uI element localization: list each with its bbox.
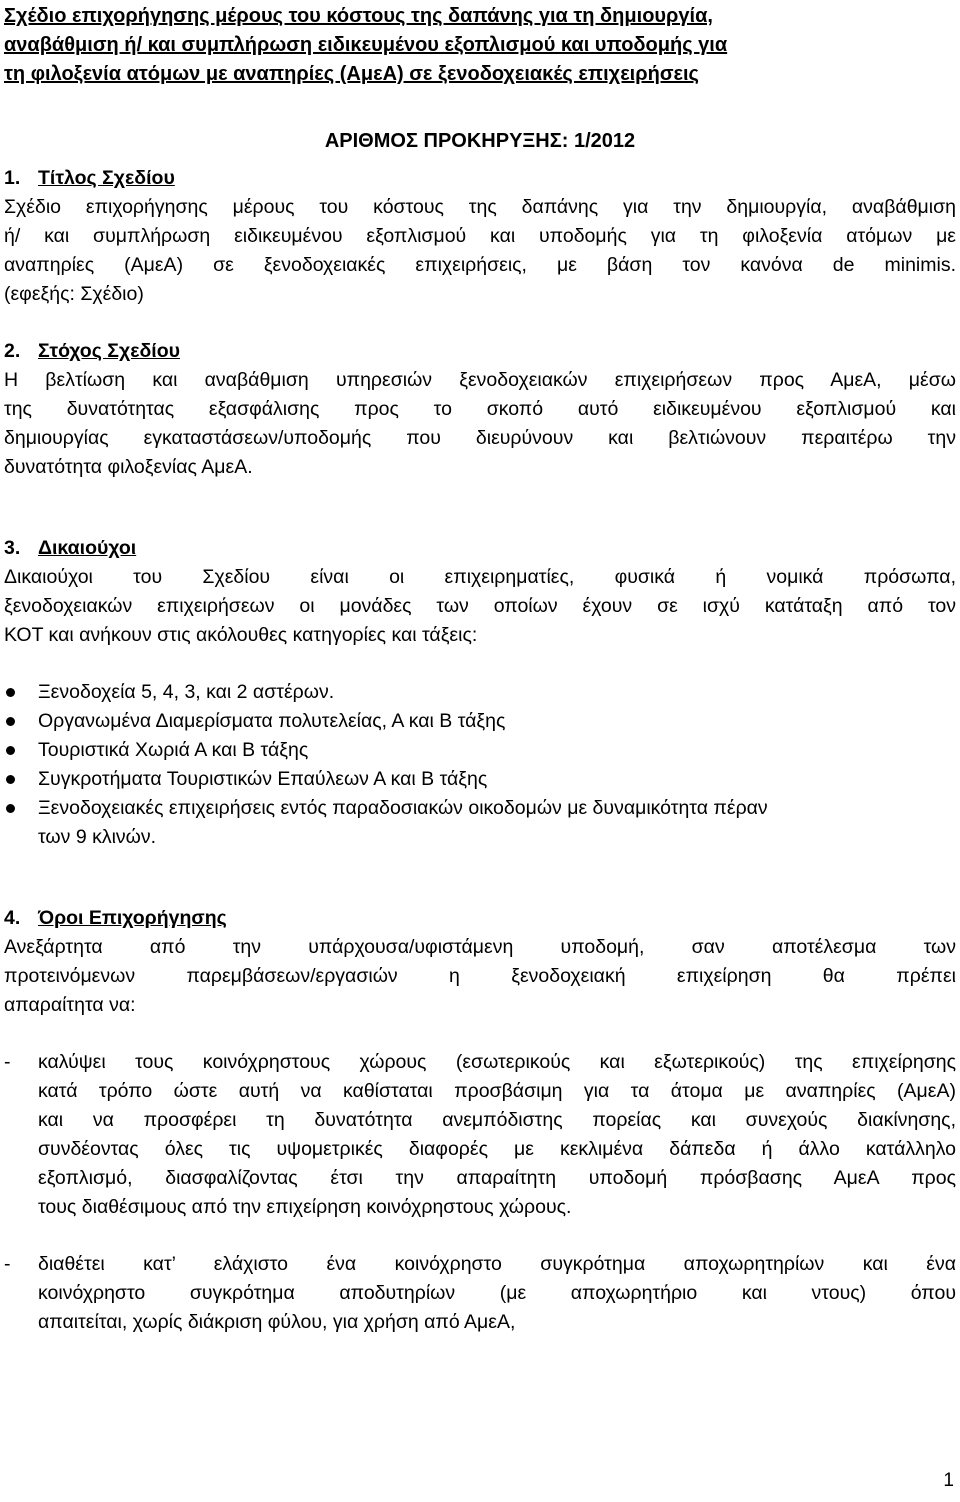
page-number: 1 xyxy=(943,1470,954,1491)
section-heading xyxy=(4,337,956,366)
section-number: 1. xyxy=(4,167,21,189)
paragraph-line: τους διαθέσιμους από την επιχείρηση κοινόχρηστους χώρους. xyxy=(38,1196,572,1218)
list-item: Ξενοδοχεία 5, 4, 3, και 2 αστέρων. xyxy=(4,678,956,707)
paragraph-line: απαραίτητα να: xyxy=(4,994,136,1016)
list-item: Τουριστικά Χωριά Α και Β τάξης xyxy=(4,736,956,765)
paragraph-line: διαθέτει κατ’ ελάχιστο ένα κοινόχρηστο συγκρότημα αποχωρητηρίων και ένα xyxy=(38,1253,956,1275)
section-paragraph xyxy=(4,193,956,309)
section-heading-label: Στόχος Σχεδίου xyxy=(38,340,180,362)
section-paragraph xyxy=(4,366,956,482)
paragraph-line: εξοπλισμό, διασφαλίζοντας έτσι την απαραίτητη υποδομή πρόσβασης ΑμεΑ προς xyxy=(38,1167,956,1189)
paragraph-line: Δικαιούχοι του Σχεδίου είναι οι επιχειρηματίες, φυσικά ή νομικά πρόσωπα, xyxy=(4,566,956,588)
paragraph-line: δυνατότητα φιλοξενίας ΑμεΑ. xyxy=(4,456,253,478)
section-number: 3. xyxy=(4,537,21,559)
bullet-icon xyxy=(6,804,15,813)
section-title xyxy=(4,164,956,309)
section-paragraph xyxy=(4,563,956,650)
paragraph-line: απαιτείται, χωρίς διάκριση φύλου, για χρήση από ΑμεΑ, xyxy=(38,1311,516,1333)
paragraph-line: της δυνατότητας εξασφάλισης προς το σκοπό αυτό ειδικευμένου εξοπλισμού και xyxy=(4,398,956,420)
section-heading xyxy=(4,164,956,193)
paragraph-line: ή/ και συμπλήρωση ειδικευμένου εξοπλισμού και υποδομής για τη φιλοξενία ατόμων με xyxy=(4,225,956,247)
section-number: 2. xyxy=(4,340,21,362)
paragraph-line: και να προσφέρει τη δυνατότητα ανεμπόδιστης πορείας και συνεχούς διακίνησης, xyxy=(38,1109,956,1131)
section-number: 4. xyxy=(4,907,21,929)
paragraph-line: Σχέδιο επιχορήγησης μέρους του κόστους της δαπάνης για την δημιουργία, αναβάθμιση xyxy=(4,196,956,218)
section-heading-label: Τίτλος Σχεδίου xyxy=(38,167,175,189)
paragraph-line: προτεινόμενων παρεμβάσεων/εργασιών η ξενοδοχειακή επιχείρηση θα πρέπει xyxy=(4,965,956,987)
section-heading xyxy=(4,904,956,933)
title-line: τη φιλοξενία ατόμων με αναπηρίες (ΑμεΑ) σε ξενοδοχειακές επιχειρήσεις xyxy=(4,63,699,85)
paragraph-line: κοινόχρηστο συγκρότημα αποδυτηρίων (με αποχωρητήριο και ντους) όπου xyxy=(38,1282,956,1304)
section-goal xyxy=(4,337,956,482)
list-item: Συγκροτήματα Τουριστικών Επαύλεων Α και Β τάξης xyxy=(4,765,956,794)
paragraph-line: συνδέοντας όλες τις υψομετρικές διαφορές με κεκλιμένα δάπεδα ή άλλο κατάλληλο xyxy=(38,1138,956,1160)
announcement-number: ΑΡΙΘΜΟΣ ΠΡΟΚΗΡΥΞΗΣ: 1/2012 xyxy=(324,130,636,152)
paragraph-line: Η βελτίωση και αναβάθμιση υπηρεσιών ξενοδοχειακών επιχειρήσεων προς ΑμεΑ, μέσω xyxy=(4,369,956,391)
bullet-icon xyxy=(6,717,15,726)
document-page xyxy=(4,0,956,1337)
bullet-icon xyxy=(6,688,15,697)
list-item: Οργανωμένα Διαμερίσματα πολυτελείας, Α και Β τάξης xyxy=(4,707,956,736)
section-beneficiaries xyxy=(4,534,956,852)
section-heading-label: Δικαιούχοι xyxy=(38,537,137,559)
list-item: Ξενοδοχειακές επιχειρήσεις εντός παραδοσιακών οικοδομών με δυναμικότητα πέραν των 9 κλινών. xyxy=(4,794,956,852)
section-heading-label: Όροι Επιχορήγησης xyxy=(38,907,227,929)
document-title xyxy=(4,2,956,89)
paragraph-line: Ανεξάρτητα από την υπάρχουσα/υφιστάμενη υποδομή, σαν αποτέλεσμα των xyxy=(4,936,956,958)
paragraph-line: αναπηρίες (ΑμεΑ) σε ξενοδοχειακές επιχειρήσεις, με βάση τον κανόνα de minimis. xyxy=(4,254,956,276)
dash-marker: - xyxy=(4,1051,11,1073)
paragraph-line: κατά τρόπο ώστε αυτή να καθίσταται προσβάσιμη για τα άτομα με αναπηρίες (ΑμεΑ) xyxy=(38,1080,956,1102)
bullet-icon xyxy=(6,775,15,784)
title-line: αναβάθμιση ή/ και συμπλήρωση ειδικευμένου εξοπλισμού και υποδομής για xyxy=(4,34,728,56)
section-conditions xyxy=(4,904,956,1337)
condition-item xyxy=(4,1048,956,1222)
bullet-icon xyxy=(6,746,15,755)
paragraph-line: καλύψει τους κοινόχρηστους χώρους (εσωτερικούς και εξωτερικούς) της επιχείρησης xyxy=(38,1051,956,1073)
paragraph-line: (εφεξής: Σχέδιο) xyxy=(4,283,144,305)
beneficiary-category-list xyxy=(4,678,956,852)
paragraph-line: ξενοδοχειακών επιχειρήσεων οι μονάδες των οποίων έχουν σε ισχύ κατάταξη από τον xyxy=(4,595,956,617)
title-line: Σχέδιο επιχορήγησης μέρους του κόστους της δαπάνης για τη δημιουργία, xyxy=(4,5,713,27)
section-heading xyxy=(4,534,956,563)
paragraph-line: δημιουργίας εγκαταστάσεων/υποδομής που διευρύνουν και βελτιώνουν περαιτέρω την xyxy=(4,427,956,449)
dash-marker: - xyxy=(4,1253,11,1275)
condition-item xyxy=(4,1250,956,1337)
paragraph-line: ΚΟΤ και ανήκουν στις ακόλουθες κατηγορίες και τάξεις: xyxy=(4,624,478,646)
section-paragraph xyxy=(4,933,956,1020)
